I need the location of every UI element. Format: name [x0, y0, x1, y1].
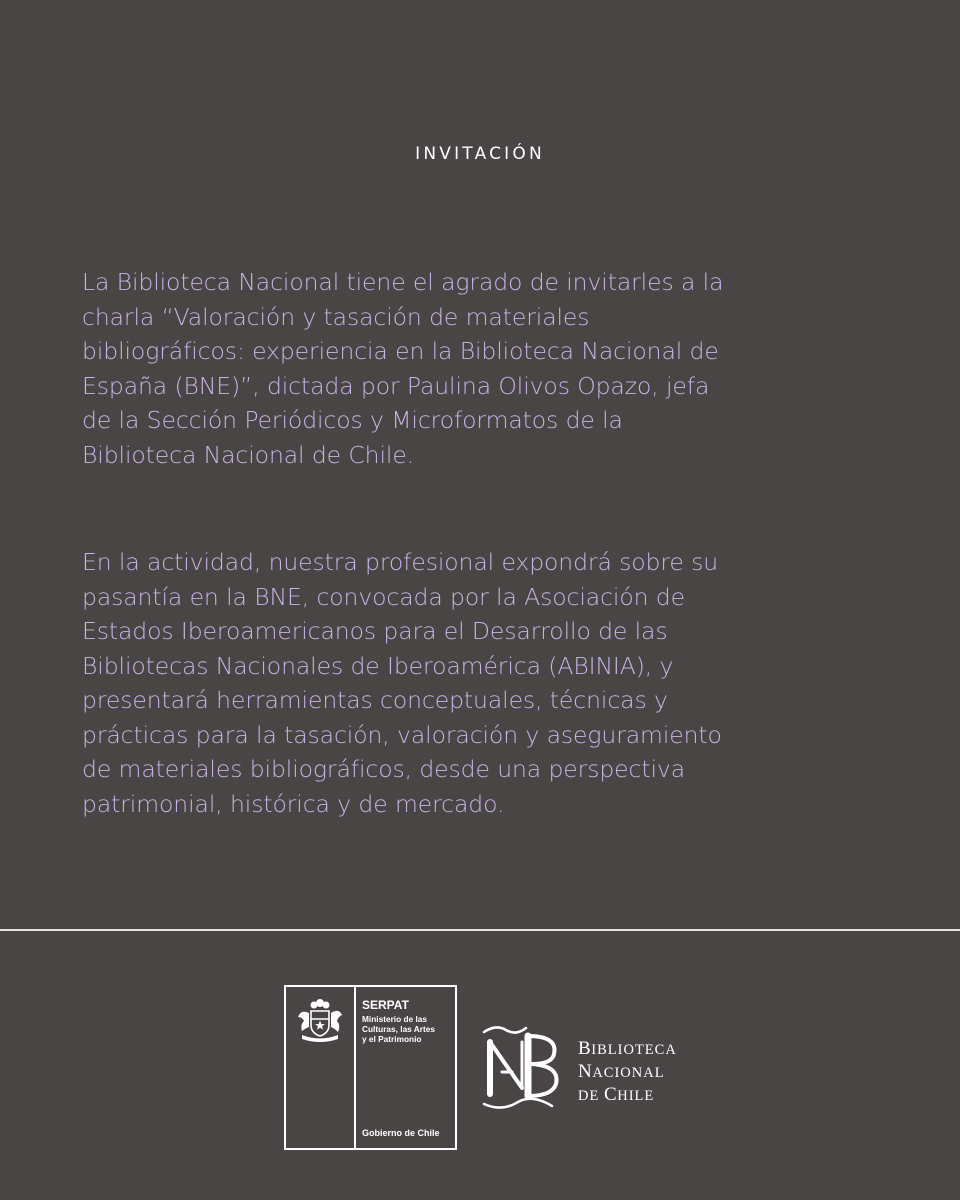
invitation-heading: INVITACIÓN — [415, 144, 545, 164]
paragraph-line: prácticas para la tasación, valoración y aseguramiento — [82, 720, 722, 749]
paragraph-line: presentará herramientas conceptuales, técnicas y — [82, 686, 668, 714]
paragraph-line: La Biblioteca Nacional tiene el agrado de invitarles a la — [82, 268, 724, 296]
paragraph-line: de la Sección Periódicos y Microformatos de la — [82, 406, 623, 434]
logo-vertical-divider — [354, 987, 356, 1148]
paragraph-line: patrimonial, histórica y de mercado. — [82, 789, 505, 818]
paragraph-line: de materiales bibliográficos, desde una perspectiva — [82, 755, 685, 783]
paragraph-line: En la actividad, nuestra profesional expondrá sobre su — [82, 548, 719, 576]
paragraph-line: Bibliotecas Nacionales de Iberoamérica (ABINIA), y — [82, 651, 674, 680]
paragraph-line: España (BNE)”, dictada por Paulina Olivos Opazo, jefa — [82, 371, 710, 400]
ministry-line: y el Patrimonio — [362, 1034, 422, 1044]
gobierno-de-chile-logo — [284, 985, 457, 1150]
serpat-label: SERPAT — [362, 998, 409, 1012]
biblioteca-nacional-monogram-icon — [482, 1024, 562, 1112]
library-name-line: BIBLIOTECA — [578, 1038, 677, 1059]
ministry-line: Culturas, las Artes — [362, 1024, 436, 1034]
invitation-paragraph-1 — [82, 265, 882, 472]
ministry-line: Ministerio de las — [362, 1014, 428, 1024]
library-name-line: NACIONAL — [578, 1061, 665, 1082]
invitation-paragraph-2 — [82, 545, 882, 821]
ministry-label — [362, 1014, 456, 1044]
library-name-line: DE CHILE — [578, 1084, 655, 1105]
paragraph-line: pasantía en la BNE, convocada por la Asociación de — [82, 582, 685, 611]
paragraph-line: bibliográficos: experiencia en la Biblioteca Nacional de — [82, 337, 719, 365]
paragraph-line: Estados Iberoamericanos para el Desarrollo de las — [82, 617, 668, 645]
footer-divider — [0, 929, 960, 931]
paragraph-line: charla “Valoración y tasación de materiales — [82, 302, 590, 331]
gobierno-de-chile-label: Gobierno de Chile — [362, 1128, 440, 1138]
biblioteca-nacional-de-chile-name — [578, 1038, 677, 1107]
chile-coat-of-arms-icon — [292, 995, 348, 1045]
paragraph-line: Biblioteca Nacional de Chile. — [82, 440, 415, 469]
